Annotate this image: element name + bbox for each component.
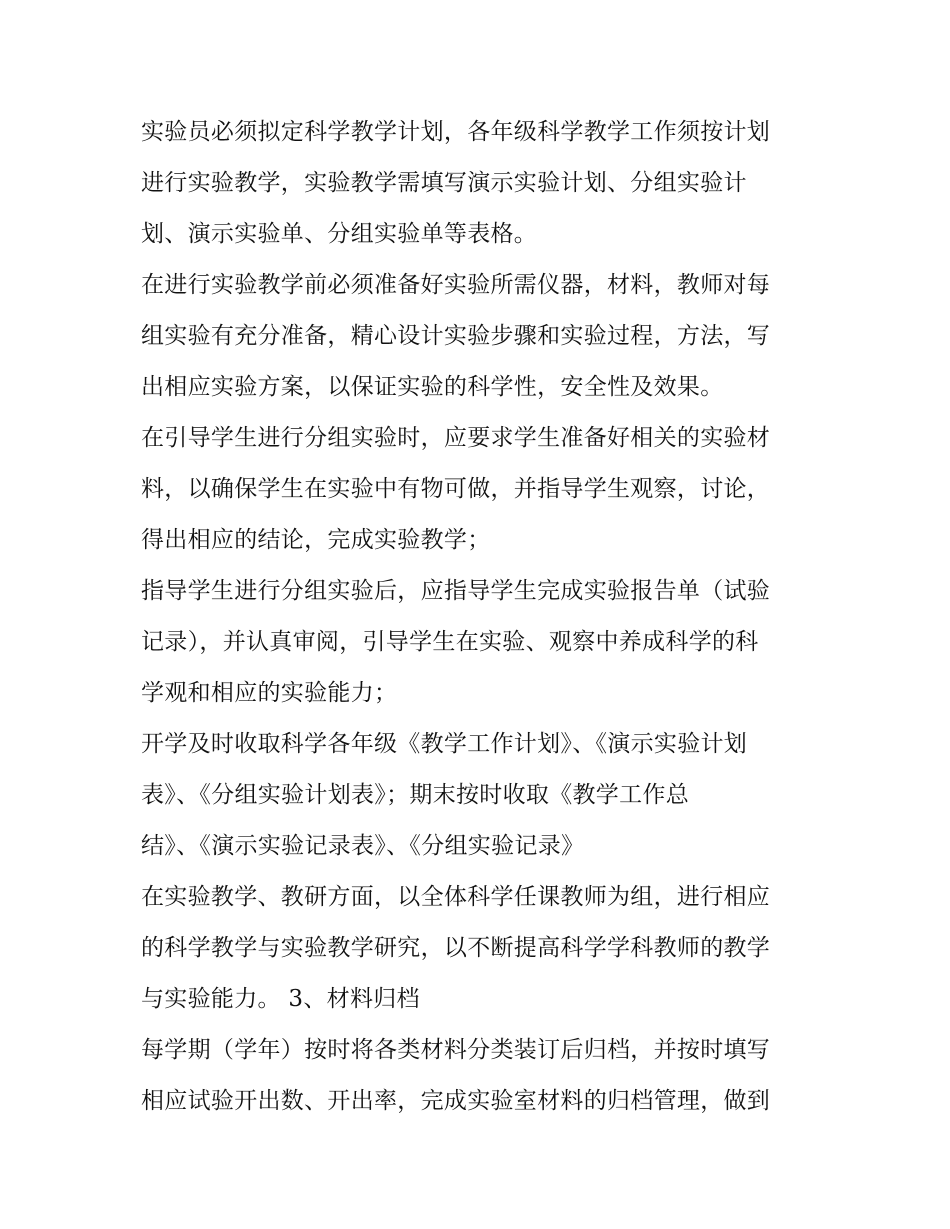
text-line-15: 结》、《演示实验记录表》、《分组实验记录》 [141, 833, 585, 859]
text-line-19: 每学期（学年）按时将各类材料分类装订后归档，并按时填写 [141, 1037, 771, 1063]
text-line-14: 表》、《分组实验计划表》；期末按时收取《教学工作总 [141, 782, 689, 808]
text-line-3: 划、演示实验单、分组实验单等表格。 [141, 221, 538, 247]
text-line-13: 开学及时收取科学各年级《教学工作计划》、《演示实验计划 [141, 731, 748, 757]
text-line-12: 学观和相应的实验能力； [141, 680, 398, 706]
text-line-11: 记录），并认真审阅，引导学生在实验、观察中养成科学的科 [141, 629, 759, 655]
text-line-10: 指导学生进行分组实验后，应指导学生完成实验报告单（试验 [141, 578, 771, 604]
text-line-1: 实验员必须拟定科学教学计划，各年级科学教学工作须按计划 [141, 119, 771, 145]
text-line-2: 进行实验教学，实验教学需填写演示实验计划、分组实验计 [141, 170, 747, 196]
text-line-6: 出相应实验方案，以保证实验的科学性，安全性及效果。 [141, 374, 724, 400]
text-line-7: 在引导学生进行分组实验时，应要求学生准备好相关的实验材 [141, 425, 771, 451]
text-line-18: 与实验能力。 3、材料归档 [141, 986, 420, 1012]
text-line-5: 组实验有充分准备，精心设计实验步骤和实验过程，方法，写 [141, 323, 771, 349]
text-line-20: 相应试验开出数、开出率，完成实验室材料的归档管理，做到 [141, 1088, 771, 1114]
text-line-16: 在实验教学、教研方面，以全体科学任课教师为组，进行相应 [141, 884, 771, 910]
text-line-8: 料，以确保学生在实验中有物可做，并指导学生观察，讨论， [141, 476, 771, 502]
document-body [141, 107, 821, 1127]
text-line-4: 在进行实验教学前必须准备好实验所需仪器，材料，教师对每 [141, 272, 771, 298]
text-line-9: 得出相应的结论，完成实验教学； [141, 527, 491, 553]
text-line-17: 的科学教学与实验教学研究，以不断提高科学学科教师的教学 [141, 935, 771, 961]
